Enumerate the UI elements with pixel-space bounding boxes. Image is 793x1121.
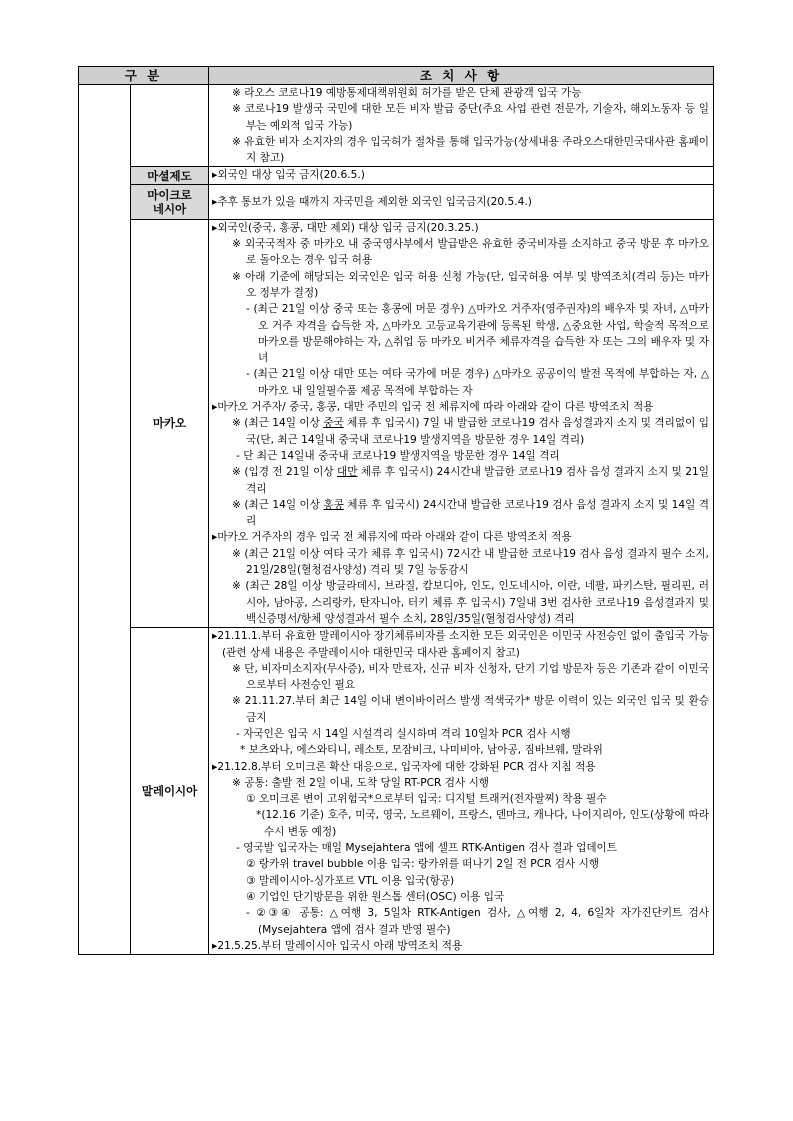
macau-l10 <box>212 497 709 530</box>
macau-l03: ※ 아래 기준에 해당되는 외국인은 입국 허용 신청 가능(단, 입국허용 여부 및 방역조치(격리 등)는 마카오 정부가 결정) <box>232 270 709 299</box>
malaysia-l05: * 보츠와나, 에스와티니, 레소토, 모잠비크, 나미비아, 남아공, 짐바브웨, 말라위 <box>240 744 603 757</box>
malaysia-l08: ① 오미크론 변이 고위험국*으로부터 입국: 디지털 트래커(전자팔찌) 착용 필수 <box>246 793 607 806</box>
macau-l12: ※ (최근 21일 이상 여타 국가 체류 후 입국시) 72시간 내 발급한 코로나19 검사 음성 결과지 필수 소지, 21일/28일(혈청검사양성) 격리 및 7일 능동감시 <box>232 547 709 577</box>
malaysia-content <box>209 628 714 955</box>
malaysia-l07: ※ 공통: 출발 전 2일 이내, 도착 당일 RT-PCR 검사 시행 <box>232 776 490 789</box>
macau-l05: - (최근 21일 이상 대만 또는 여타 국가에 머문 경우) △마카오 공공이익 발전 목적에 부합하는 자, △마카오 내 일일필수품 제공 목적에 부합하는 자 <box>246 368 709 397</box>
malaysia-l04: - 자국인은 입국 시 14일 시설격리 실시하며 격리 10일차 PCR 검사 시행 <box>236 727 571 740</box>
macau-l08: - 단 최근 14일내 중국내 코로나19 발생지역을 방문한 경우 14일 격리 <box>236 449 560 462</box>
laos-note-3: ※ 유효한 비자 소지자의 경우 입국허가 절차를 통해 입국가능(상세내용 주라오스대한민국대사관 홈페이지 참고) <box>232 135 709 165</box>
macau-l02: ※ 외국국적자 중 마카오 내 중국영사부에서 발급받은 유효한 중국비자를 소지하고 중국 방문 후 마카오로 돌아오는 경우 입국 허용 <box>232 238 709 267</box>
laos-content <box>209 85 714 167</box>
macau-l10-b: 체류 후 입국시) 24시간내 발급한 코로나19 검사 음성 결과지 소지 및 14일 격리 <box>246 498 709 528</box>
macau-l07-underline: 중국 <box>323 417 344 430</box>
row-macau <box>79 219 714 627</box>
continent-cell <box>79 85 131 955</box>
region-malaysia: 말레이시아 <box>131 628 209 955</box>
laos-note-1: ※ 라오스 코로나19 예방통제대책위원회 허가를 받은 단체 관광객 입국 가능 <box>232 87 582 99</box>
macau-l09-b: 체류 후 입국시) 24시간내 발급한 코로나19 검사 음성 결과지 소지 및 21일 격리 <box>246 466 709 495</box>
region-macau: 마카오 <box>131 219 209 627</box>
marshall-content <box>209 167 714 184</box>
region-marshall: 마셜제도 <box>131 167 209 184</box>
header-measures: 조 치 사 항 <box>209 67 714 85</box>
row-laos-continued <box>79 85 714 167</box>
row-malaysia <box>79 628 714 955</box>
micronesia-name-2: 네시아 <box>152 201 187 216</box>
table-header-row <box>79 67 714 85</box>
micronesia-line: ▸추후 통보가 있을 때까지 자국민을 제외한 외국인 입국금지(20.5.4.) <box>212 195 532 208</box>
micronesia-name-1: 마이크로 <box>147 187 192 202</box>
measures-table <box>78 66 714 955</box>
macau-l11: ▸마카오 거주자의 경우 입국 전 체류지에 따라 아래와 같이 다른 방역조치 적용 <box>212 531 572 544</box>
malaysia-l14: - ②③④ 공통: △여행 3, 5일차 RTK-Antigen 검사, △여행 2, 4, 6일차 자가진단키트 검사(Mysejahtera 앱에 검사 결과 반영 필수) <box>246 907 709 936</box>
macau-l09 <box>212 464 709 497</box>
macau-l07-a: ※ (최근 14일 이상 <box>232 417 324 430</box>
macau-l09-underline: 대만 <box>336 466 358 479</box>
macau-l10-a: ※ (최근 14일 이상 <box>232 498 324 511</box>
malaysia-l13: ④ 기업인 단기방문을 위한 원스톱 센터(OSC) 이용 입국 <box>246 890 505 903</box>
row-micronesia <box>79 184 714 219</box>
macau-l01: ▸외국인(중국, 홍콩, 대만 제외) 대상 입국 금지(20.3.25.) <box>212 221 479 234</box>
macau-l10-underline: 홍콩 <box>323 498 344 511</box>
malaysia-l06: ▸21.12.8.부터 오미크론 확산 대응으로, 입국자에 대한 강화된 PCR 검사 지침 적용 <box>212 760 596 773</box>
malaysia-l01: ▸21.11.1.부터 유효한 말레이시아 장기체류비자를 소지한 모든 외국인은 이민국 사전승인 없이 출입국 가능 (관련 상세 내용은 주말레이시아 대한민국 대사관 홈페이지 참고) <box>212 630 709 659</box>
region-micronesia <box>131 184 209 219</box>
macau-l04: - (최근 21일 이상 중국 또는 홍콩에 머문 경우) △마카오 거주자(영주권자)의 배우자 및 자녀, △마카오 거주 자격을 습득한 자, △마카오 고등교육기관에 등록된 학생, △중요한 사업, 학술적 목적으로 마카오를 방문해야하는 자, △취업 등 마카오 비거주 체류자격을 습득한 자 또는 그의 배우자 및 자녀 <box>246 303 709 365</box>
macau-l09-a: ※ (입경 전 21일 이상 <box>232 466 337 479</box>
malaysia-l02: ※ 단, 비자미소지자(무사증), 비자 만료자, 신규 비자 신청자, 단기 기업 방문자 등은 기존과 같이 이민국으로부터 사전승인 필요 <box>232 662 709 692</box>
row-marshall <box>79 167 714 184</box>
micronesia-content <box>209 184 714 219</box>
malaysia-l11: ② 랑카위 travel bubble 이용 입국: 랑카위를 떠나기 2일 전 PCR 검사 시행 <box>246 858 600 871</box>
macau-l07-b: 체류 후 입국시) 7일 내 발급한 코로나19 검사 음성결과지 소지 및 격리없이 입국(단, 최근 14일내 중국내 코로나19 발생지역을 방문한 경우 14일 격리) <box>246 417 709 446</box>
region-empty <box>131 85 209 167</box>
malaysia-l09: *(12.16 기준) 호주, 미국, 영국, 노르웨이, 프랑스, 덴마크, 캐나다, 나이지리아, 인도(상황에 따라 수시 변동 예정) <box>256 809 709 838</box>
malaysia-l10: - 영국발 입국자는 매일 Mysejahtera 앱에 셀프 RTK-Antigen 검사 결과 업데이트 <box>236 842 618 855</box>
malaysia-l03: ※ 21.11.27.부터 최근 14일 이내 변이바이러스 발생 적색국가* 방문 이력이 있는 외국인 입국 및 환승 금지 <box>232 695 709 724</box>
marshall-line: ▸외국인 대상 입국 금지(20.6.5.) <box>212 169 365 182</box>
macau-l13: ※ (최근 28일 이상 방글라데시, 브라질, 캄보디아, 인도, 인도네시아, 이란, 네팔, 파키스탄, 필리핀, 러시아, 남아공, 스리랑카, 탄자니아, 터키 체류 후 입국시) 7일내 3번 검사한 코로나19 음성결과지 및 백신증명서/항체 양성결과서 필수 소치, 28일/35일(혈청검사양성) 격리 <box>232 580 709 625</box>
header-category: 구 분 <box>79 67 209 85</box>
macau-l06: ▸마카오 거주자/ 중국, 홍콩, 대만 주민의 입국 전 체류지에 따라 아래와 같이 다른 방역조치 적용 <box>212 401 654 414</box>
macau-content <box>209 219 714 627</box>
laos-note-2: ※ 코로나19 발생국 국민에 대한 모든 비자 발급 중단(주요 사업 관련 전문가, 기술자, 해외노동자 등 일부는 예외적 입국 가능) <box>232 103 709 132</box>
malaysia-l15: ▸21.5.25.부터 말레이시아 입국시 아래 방역조치 적용 <box>212 939 463 952</box>
macau-l07 <box>212 415 709 448</box>
malaysia-l12: ③ 말레이시아-싱가포르 VTL 이용 입국(항공) <box>246 874 455 887</box>
